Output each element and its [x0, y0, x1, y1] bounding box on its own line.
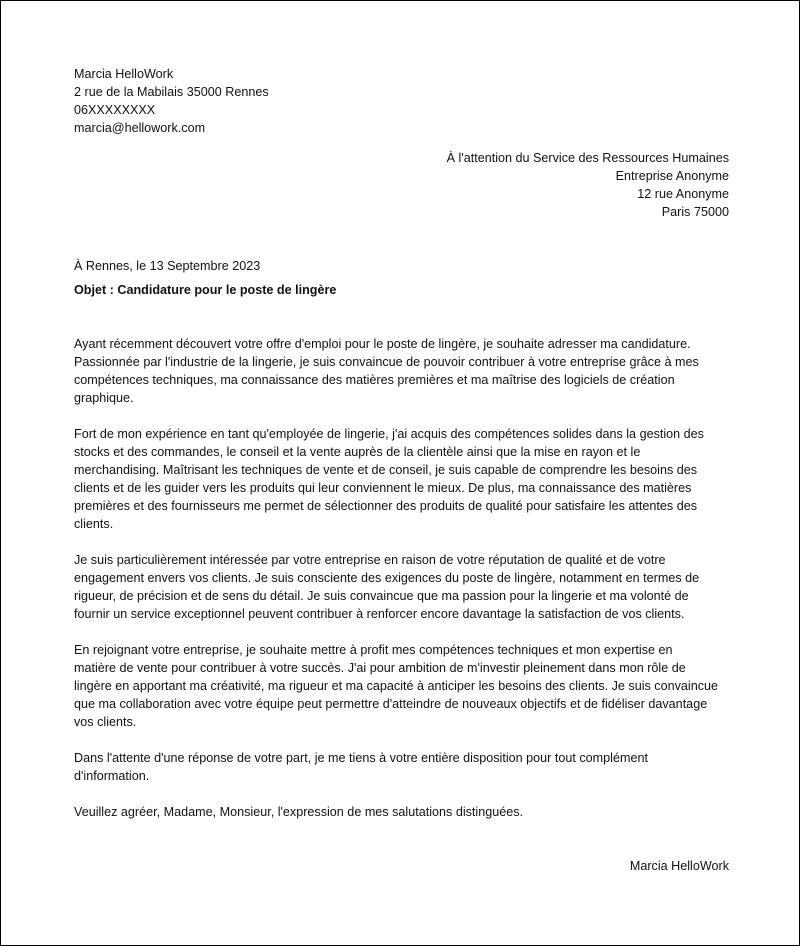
paragraph-line: d'information.	[74, 769, 150, 783]
sender-email: marcia@hellowork.com	[74, 121, 206, 135]
recipient-attention: À l'attention du Service des Ressources Humaines	[446, 151, 729, 165]
paragraph-line: premières et des fournisseurs me permet de sélectionner des produits de qualité pour satisfaire les attentes des	[74, 499, 698, 513]
paragraph-line: que ma collaboration avec votre équipe peut permettre d'atteindre de nouveaux objectifs et de fidéliser davantage	[74, 697, 708, 711]
recipient-company: Entreprise Anonyme	[615, 169, 729, 183]
paragraph	[74, 551, 729, 623]
paragraph-line: compétences techniques, ma connaissance des matières premières et ma maîtrise des logiciels de création	[74, 373, 675, 387]
paragraph	[74, 641, 729, 731]
subject-line: Objet : Candidature pour le poste de lingère	[74, 283, 337, 297]
signature: Marcia HelloWork	[629, 859, 729, 873]
sender-name: Marcia HelloWork	[74, 67, 174, 81]
paragraph-line: Passionnée par l'industrie de la lingerie, je suis convaincue de pouvoir contribuer à votre entreprise grâce à mes	[74, 355, 699, 369]
paragraph-line: clients.	[74, 517, 114, 531]
paragraph-line: En rejoignant votre entreprise, je souhaite mettre à profit mes compétences techniques et mon expertise en	[74, 643, 673, 657]
recipient-block	[74, 149, 729, 221]
letter-body	[74, 335, 729, 821]
paragraph-line: matière de vente pour contribuer à votre succès. J'ai pour ambition de m'investir pleinement dans mon rôle de	[74, 661, 686, 675]
paragraph-line: clients et de les guider vers les produits qui leur conviennent le mieux. De plus, ma connaissance des matières	[74, 481, 692, 495]
recipient-city: Paris 75000	[661, 205, 729, 219]
paragraph-line: vos clients.	[74, 715, 137, 729]
paragraph-line: Je suis particulièrement intéressée par votre entreprise en raison de votre réputation de qualité et de votre	[74, 553, 666, 567]
recipient-street: 12 rue Anonyme	[637, 187, 729, 201]
paragraph-line: rigueur, de précision et de sens du détail. Je suis convaincue que ma passion pour la lingerie et ma volonté de	[74, 589, 689, 603]
paragraph	[74, 749, 729, 785]
sender-phone: 06XXXXXXXX	[74, 103, 156, 117]
paragraph-line: engagement envers vos clients. Je suis consciente des exigences du poste de lingère, notamment en termes de	[74, 571, 700, 585]
paragraph	[74, 335, 729, 407]
paragraph-line: Ayant récemment découvert votre offre d'emploi pour le poste de lingère, je souhaite adresser ma candidature.	[74, 337, 691, 351]
sender-block	[74, 65, 729, 137]
paragraph	[74, 425, 729, 533]
date-line: À Rennes, le 13 Septembre 2023	[74, 259, 261, 273]
paragraph-line: Dans l'attente d'une réponse de votre part, je me tiens à votre entière disposition pour tout complément	[74, 751, 648, 765]
paragraph-line: graphique.	[74, 391, 134, 405]
paragraph-line: stocks et des commandes, le conseil et la vente auprès de la clientèle ainsi que la mise en rayon et le	[74, 445, 641, 459]
paragraph-line: Fort de mon expérience en tant qu'employée de lingerie, j'ai acquis des compétences solides dans la gestion des	[74, 427, 704, 441]
paragraph-line: lingère en apportant ma créativité, ma rigueur et ma capacité à anticiper les besoins des clients. Je suis convaincue	[74, 679, 719, 693]
sender-address: 2 rue de la Mabilais 35000 Rennes	[74, 85, 269, 99]
closing-line: Veuillez agréer, Madame, Monsieur, l'expression de mes salutations distinguées.	[74, 805, 524, 819]
paragraph-line: merchandising. Maîtrisant les techniques de vente et de conseil, je suis capable de comprendre les besoins des	[74, 463, 698, 477]
letter-content	[74, 65, 729, 875]
paragraph-line: fournir un service exceptionnel peuvent contribuer à renforcer encore davantage la satisfaction de vos clients.	[74, 607, 685, 621]
